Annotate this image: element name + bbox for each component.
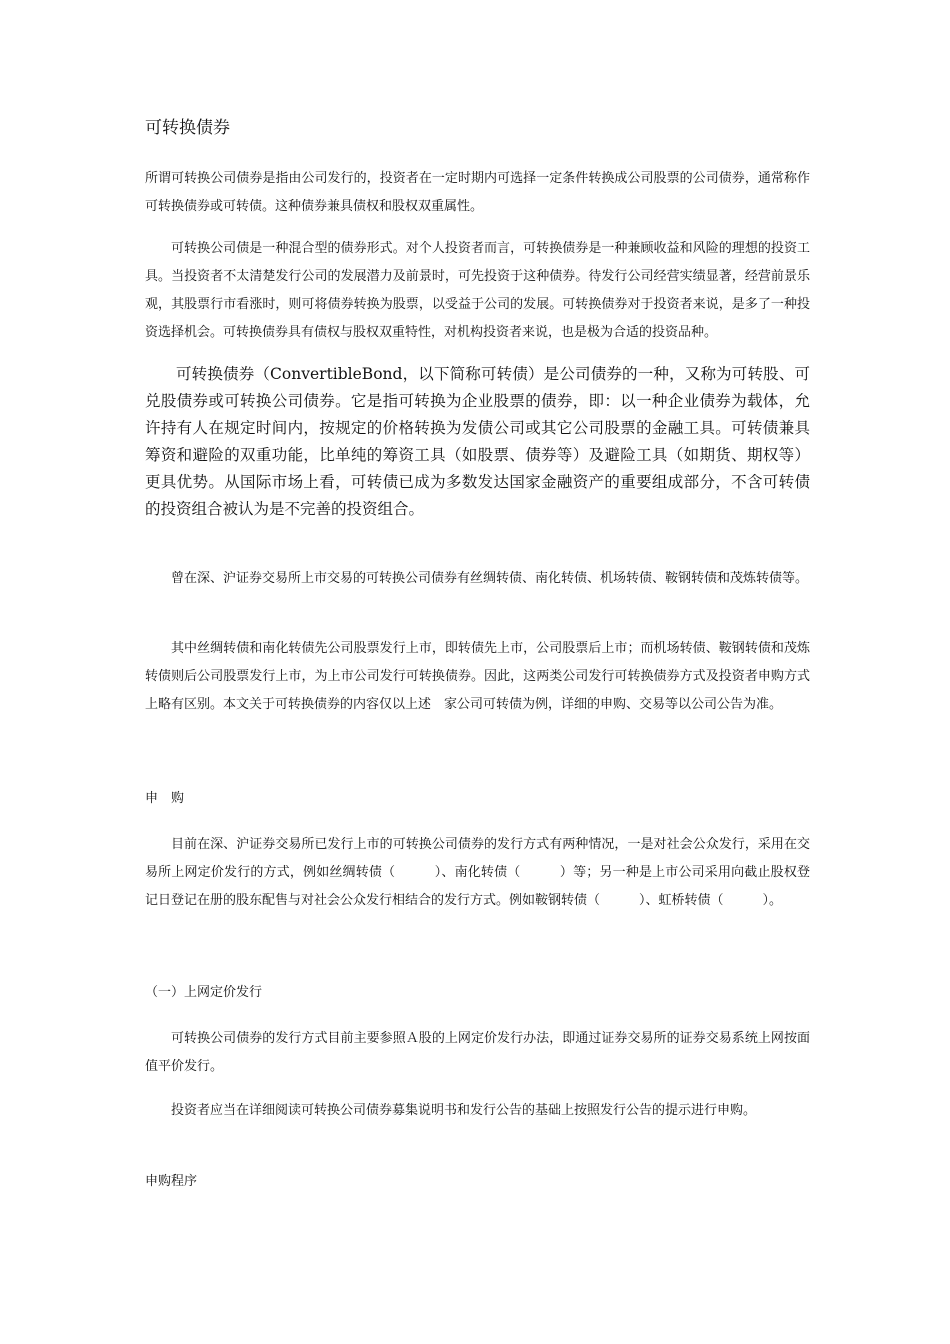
paragraph-listed-bonds: 曾在深、沪证券交易所上市交易的可转换公司债券有丝绸转债、南化转债、机场转债、鞍钢转债和茂炼转债等。: [171, 571, 809, 586]
paragraph-investor-perspective: 可转换公司债是一种混合型的债券形式。对个人投资者而言，可转换债券是一种兼顾收益和风险的理想的投资工具。当投资者不太清楚发行公司的发展潜力及前景时，可先投资于这种债券。待发行公司经营实绩显著，经营前景乐观，其股票行市看涨时，则可将债券转换为股票，以受益于公司的发展。可转换债券对于投资者来说，是多了一种投资选择机会。可转换债券具有债权与股权双重特性，对机构投资者来说，也是极为合适的投资品种。: [145, 241, 810, 340]
paragraph-issuance-methods: 目前在深、沪证券交易所已发行上市的可转换公司债券的发行方式有两种情况，一是对社会公众发行，采用在交易所上网定价发行的方式，例如丝绸转债（ ）、南化转债（ ）等；另一种是上市公司采用向截止股权登记日登记在册的股东配售与对社会公众发行相结合的发行方式。例如鞍钢转债（ ）、虹桥转债（ ）。: [145, 837, 810, 908]
document-title: 可转换债券: [145, 118, 230, 138]
paragraph-read-prospectus: 投资者应当在详细阅读可转换公司债券募集说明书和发行公告的基础上按照发行公告的提示进行申购。: [171, 1103, 757, 1118]
paragraph-definition: 所谓可转换公司债券是指由公司发行的，投资者在一定时期内可选择一定条件转换成公司股票的公司债券，通常称作可转换债券或可转债。这种债券兼具债权和股权双重属性。: [145, 171, 810, 214]
paragraph-convertible-bond-overview: 可转换债券（ConvertibleBond，以下简称可转债）是公司债券的一种，又称为可转股、可兑股债券或可转换公司债券。它是指可转换为企业股票的债券，即：以一种企业债券为载体，允许持有人在规定时间内，按规定的价格转换为发债公司或其它公司股票的金融工具。可转债兼具筹资和避险的双重功能，比单纯的筹资工具（如股票、债券等）及避险工具（如期货、期权等）更具优势。从国际市场上看，可转债已成为多数发达国家金融资产的重要组成部分，不含可转债的投资组合被认为是不完善的投资组合。: [145, 365, 810, 518]
section-heading-procedure: 申购程序: [145, 1174, 198, 1189]
section-heading-subscription: 申 购: [145, 791, 185, 806]
section-heading-online-pricing: （一）上网定价发行: [145, 985, 263, 1000]
paragraph-online-issuance: 可转换公司债券的发行方式目前主要参照Ａ股的上网定价发行办法，即通过证券交易所的证券交易系统上网按面值平价发行。: [145, 1031, 810, 1074]
paragraph-listing-order: 其中丝绸转债和南化转债先公司股票发行上市，即转债先上市，公司股票后上市；而机场转债、鞍钢转债和茂炼转债则后公司股票发行上市，为上市公司发行可转换债券。因此，这两类公司发行可转换债券方式及投资者申购方式上略有区别。本文关于可转换债券的内容仅以上述 家公司可转债为例，详细的申购、交易等以公司公告为准。: [145, 641, 810, 712]
